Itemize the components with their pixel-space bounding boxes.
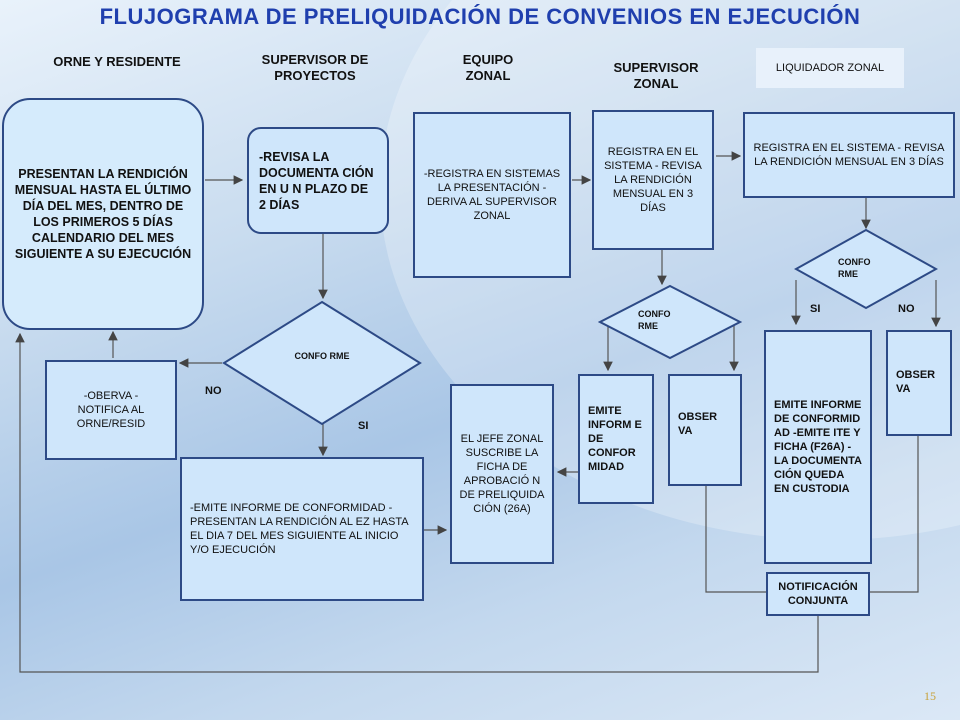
lane-supervisor-proyectos: SUPERVISOR DE PROYECTOS (261, 52, 369, 83)
conforme-decision-sp (222, 300, 422, 426)
observa-sz-box: OBSER VA (668, 374, 742, 486)
conforme-decision-lz-label: CONFO RME (838, 257, 871, 279)
registra-supervisor-zonal-box: REGISTRA EN EL SISTEMA - REVISA LA RENDICIÓN MENSUAL EN 3 DÍAS (592, 110, 714, 250)
emite-informe-sz-box: EMITE INFORM E DE CONFOR MIDAD (578, 374, 654, 504)
si-label-sp: SI (358, 420, 369, 432)
registra-liquidador-box: REGISTRA EN EL SISTEMA - REVISA LA RENDICIÓN MENSUAL EN 3 DÍAS (743, 112, 955, 198)
jefe-zonal-box: EL JEFE ZONAL SUSCRIBE LA FICHA DE APROBACIÓ N DE PRELIQUIDA CIÓN (26A) (450, 384, 554, 564)
registra-equipo-zonal-box: -REGISTRA EN SISTEMAS LA PRESENTACIÓN -DERIVA AL SUPERVISOR ZONAL (413, 112, 571, 278)
lane-liquidador-zonal: LIQUIDADOR ZONAL (756, 48, 904, 88)
lane-orne-residente: ORNE Y RESIDENTE (53, 54, 181, 69)
conforme-decision-sz-label: CONFO RME (638, 309, 671, 331)
notificacion-conjunta-box: NOTIFICACIÓN CONJUNTA (766, 572, 870, 616)
observa-lz-box: OBSER VA (886, 330, 952, 436)
lane-equipo-zonal: EQUIPO ZONAL (462, 52, 514, 83)
no-label-lz: NO (898, 303, 915, 315)
observa-notifica-box: -OBERVA -NOTIFICA AL ORNE/RESID (45, 360, 177, 460)
emite-informe-sp-box: -EMITE INFORME DE CONFORMIDAD -PRESENTAN LA RENDICIÓN AL EZ HASTA EL DIA 7 DEL MES SIGUIENTE AL INICIO Y/O EJECUCIÓN (180, 457, 424, 601)
page-title: FLUJOGRAMA DE PRELIQUIDACIÓN DE CONVENIOS EN EJECUCIÓN (99, 4, 861, 29)
presentan-rendicion-box: PRESENTAN LA RENDICIÓN MENSUAL HASTA EL ÚLTIMO DÍA DEL MES, DENTRO DE LOS PRIMEROS 5 DÍAS CALENDARIO DEL MES SIGUIENTE A SU EJECUCIÓN (2, 98, 204, 330)
si-label-lz: SI (810, 303, 821, 315)
page-number: 15 (924, 689, 936, 703)
conforme-decision-sp-label: CONFO RME (294, 351, 350, 361)
emite-informe-lz-box: EMITE INFORME DE CONFORMID AD -EMITE ITE Y FICHA (F26A) -LA DOCUMENTA CIÓN QUEDA EN CUSTODIA (764, 330, 872, 564)
no-label-sp: NO (205, 385, 222, 397)
revisa-documentacion-box: -REVISA LA DOCUMENTA CIÓN EN U N PLAZO DE 2 DÍAS (247, 127, 389, 234)
lane-supervisor-zonal: SUPERVISOR ZONAL (613, 60, 699, 91)
